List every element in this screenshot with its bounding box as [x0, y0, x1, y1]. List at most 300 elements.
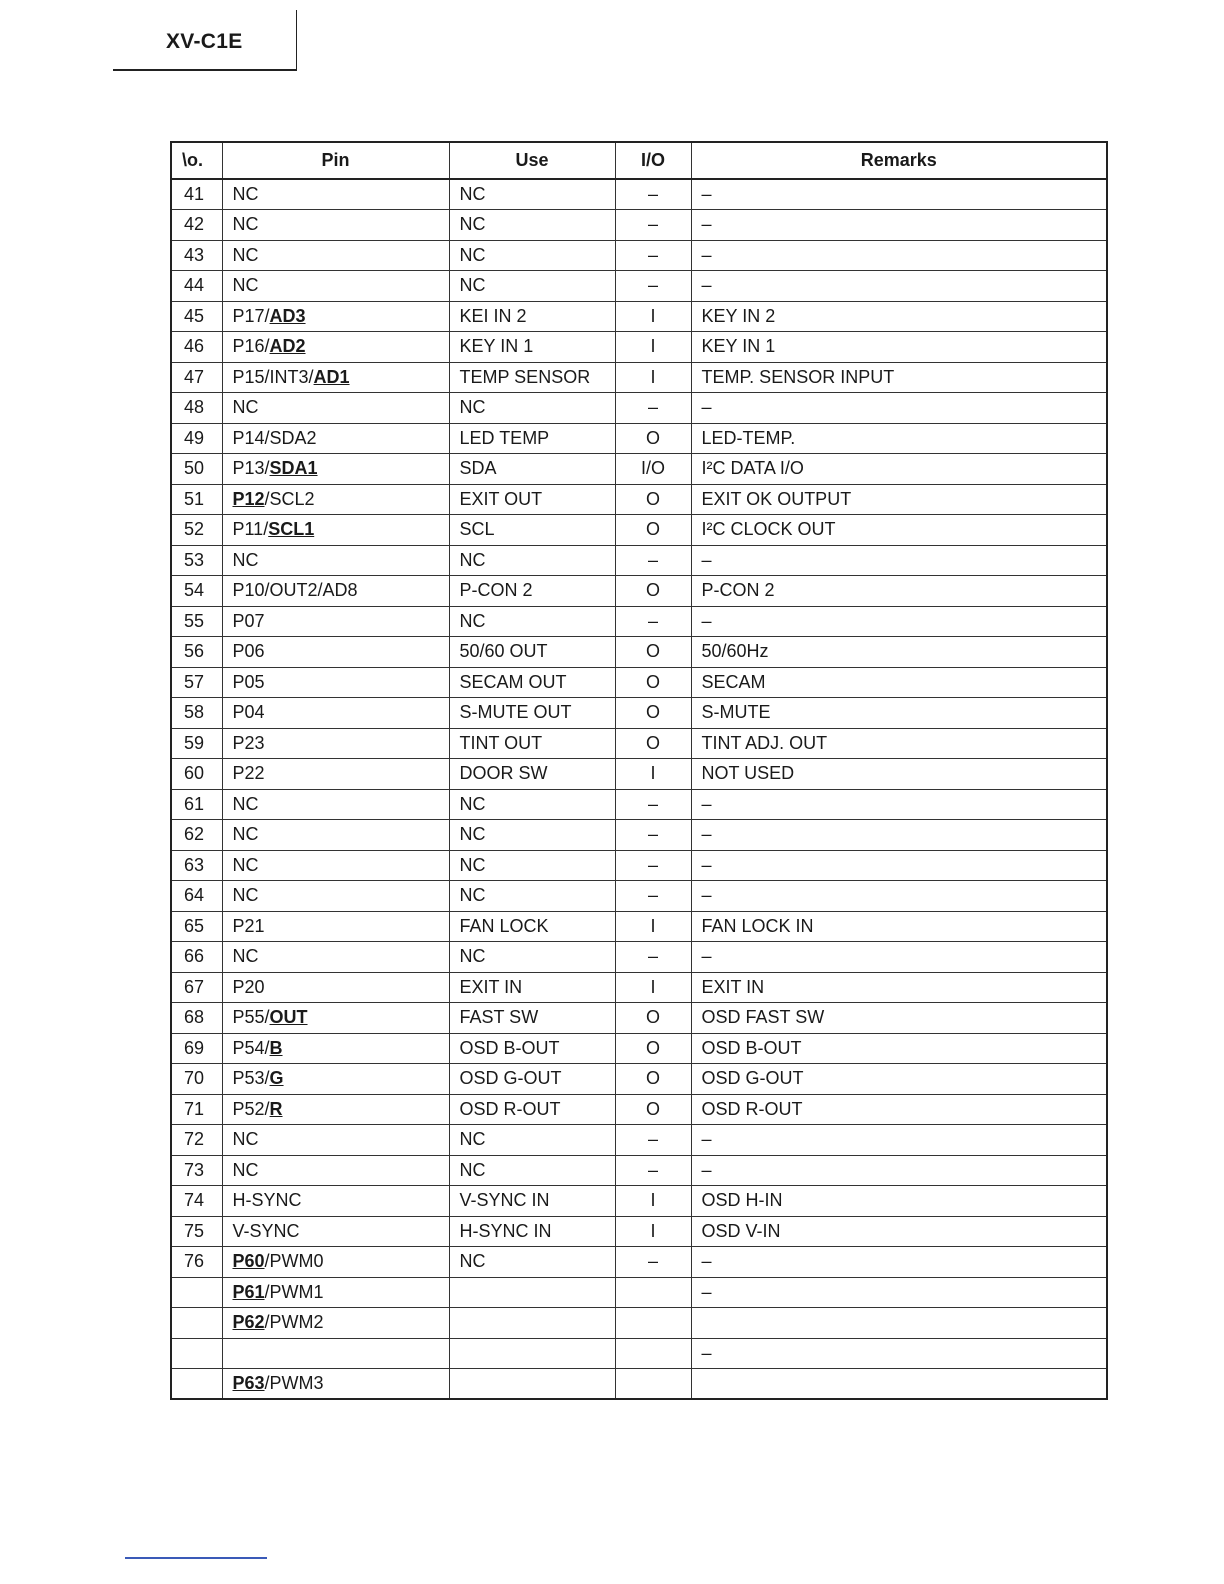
pin-name-suffix: /PWM3: [264, 1373, 324, 1393]
pin-remarks-cell: FAN LOCK IN: [691, 911, 1107, 942]
pin-name-cell: [222, 1216, 449, 1247]
pin-number-cell: 65: [171, 911, 222, 942]
pin-use-cell: NC: [449, 1125, 615, 1156]
pin-name-text: NC: [232, 1159, 259, 1180]
table-row: [171, 210, 1107, 241]
pin-use-cell: [449, 1308, 615, 1339]
pin-remarks-cell: –: [691, 545, 1107, 576]
pin-number-cell: 69: [171, 1033, 222, 1064]
pin-io-cell: –: [615, 881, 691, 912]
model-title: XV-C1E: [166, 30, 243, 53]
pin-name-cell: [222, 1125, 449, 1156]
header-rule: [113, 69, 297, 71]
table-row: [171, 1155, 1107, 1186]
pin-number-cell: 51: [171, 484, 222, 515]
table-row: [171, 728, 1107, 759]
pin-io-cell: I: [615, 759, 691, 790]
pin-name-text: NC: [232, 184, 259, 204]
table-row: [171, 972, 1107, 1003]
pin-io-cell: –: [615, 271, 691, 302]
table-row: [171, 362, 1107, 393]
pin-remarks-cell: –: [691, 789, 1107, 820]
pin-name-text: NC: [232, 854, 259, 875]
pin-io-cell: O: [615, 667, 691, 698]
pin-name-cell: [222, 1094, 449, 1125]
pin-io-cell: –: [615, 393, 691, 424]
pin-name-suffix: /PWM2: [264, 1312, 324, 1333]
pin-number-cell: 44: [171, 271, 222, 302]
pin-name-text: P15/INT3/: [232, 366, 314, 387]
pin-number-cell: 55: [171, 606, 222, 637]
pin-name-text: P04: [232, 702, 265, 723]
pin-remarks-cell: –: [691, 1277, 1107, 1308]
col-header-remarks: Remarks: [691, 142, 1107, 179]
pin-name-text: P22: [232, 763, 265, 784]
pin-name-cell: [222, 423, 449, 454]
pin-number-cell: 62: [171, 820, 222, 851]
pin-name-cell: [222, 1003, 449, 1034]
pin-number-cell: 45: [171, 301, 222, 332]
pin-io-cell: –: [615, 942, 691, 973]
footer-rule: [125, 1557, 267, 1559]
pin-remarks-cell: KEY IN 2: [691, 301, 1107, 332]
pin-function-highlight: R: [269, 1098, 283, 1119]
pin-name-cell: [222, 1338, 449, 1369]
pin-io-cell: O: [615, 1033, 691, 1064]
table-row: [171, 942, 1107, 973]
pin-io-cell: O: [615, 423, 691, 454]
pin-remarks-cell: OSD G-OUT: [691, 1064, 1107, 1095]
pin-number-cell: 57: [171, 667, 222, 698]
pin-use-cell: NC: [449, 606, 615, 637]
pin-name-cell: [222, 515, 449, 546]
pin-remarks-cell: EXIT IN: [691, 972, 1107, 1003]
pin-number-cell: 67: [171, 972, 222, 1003]
pin-use-cell: DOOR SW: [449, 759, 615, 790]
table-row: [171, 820, 1107, 851]
pin-number-cell: [171, 1338, 222, 1369]
table-header-row: [171, 142, 1107, 179]
table-row: [171, 1277, 1107, 1308]
pin-name-cell: [222, 545, 449, 576]
pin-name-text: P16/: [232, 336, 270, 357]
table-row: [171, 332, 1107, 363]
pin-use-cell: FAN LOCK: [449, 911, 615, 942]
pin-name-cell: [222, 576, 449, 607]
pin-use-cell: NC: [449, 179, 615, 210]
pin-remarks-cell: –: [691, 1338, 1107, 1369]
pin-remarks-cell: SECAM: [691, 667, 1107, 698]
table-row: [171, 759, 1107, 790]
pin-remarks-cell: –: [691, 393, 1107, 424]
pin-remarks-cell: NOT USED: [691, 759, 1107, 790]
table-row: [171, 667, 1107, 698]
pin-name-cell: [222, 850, 449, 881]
pin-remarks-cell: OSD R-OUT: [691, 1094, 1107, 1125]
pin-name-cell: [222, 942, 449, 973]
pin-use-cell: OSD G-OUT: [449, 1064, 615, 1095]
pin-name-text: NC: [232, 1129, 259, 1150]
pin-name-cell: [222, 1186, 449, 1217]
pin-number-cell: 48: [171, 393, 222, 424]
pin-name-text: NC: [232, 793, 259, 814]
pin-number-cell: 42: [171, 210, 222, 241]
pin-name-cell: [222, 332, 449, 363]
pin-number-cell: 56: [171, 637, 222, 668]
table-row: [171, 606, 1107, 637]
pin-number-cell: 47: [171, 362, 222, 393]
pin-io-cell: O: [615, 576, 691, 607]
pin-number-cell: 61: [171, 789, 222, 820]
pin-remarks-cell: –: [691, 1247, 1107, 1278]
pin-name-cell: [222, 911, 449, 942]
pin-io-cell: I: [615, 911, 691, 942]
table-row: [171, 1247, 1107, 1278]
pin-name-text: P07: [232, 610, 265, 631]
pin-name-text: NC: [232, 275, 259, 296]
pin-remarks-cell: –: [691, 850, 1107, 881]
pin-remarks-cell: –: [691, 271, 1107, 302]
pin-number-cell: 49: [171, 423, 222, 454]
pin-io-cell: O: [615, 1094, 691, 1125]
pin-number-cell: 41: [171, 179, 222, 210]
pin-number-cell: 54: [171, 576, 222, 607]
pin-number-cell: 58: [171, 698, 222, 729]
table-row: [171, 1003, 1107, 1034]
pin-name-cell: [222, 179, 449, 210]
pin-remarks-cell: [691, 1369, 1107, 1400]
pin-function-highlight: AD1: [313, 366, 350, 387]
pin-use-cell: NC: [449, 393, 615, 424]
pin-io-cell: O: [615, 728, 691, 759]
pin-function-highlight: P60: [232, 1251, 265, 1272]
pin-name-text: NC: [232, 549, 259, 570]
pin-use-cell: NC: [449, 789, 615, 820]
col-header-no: \o.: [171, 142, 222, 179]
pin-name-text: P55/: [232, 1007, 270, 1028]
pin-io-cell: –: [615, 1155, 691, 1186]
pin-use-cell: NC: [449, 942, 615, 973]
pin-name-text: P53/: [232, 1068, 270, 1089]
pin-remarks-cell: OSD B-OUT: [691, 1033, 1107, 1064]
pin-table: [170, 141, 1108, 1400]
pin-name-cell: [222, 1277, 449, 1308]
pin-io-cell: –: [615, 545, 691, 576]
pin-use-cell: TEMP SENSOR: [449, 362, 615, 393]
pin-name-cell: [222, 1369, 449, 1400]
pin-remarks-cell: OSD V-IN: [691, 1216, 1107, 1247]
pin-remarks-cell: KEY IN 1: [691, 332, 1107, 363]
pin-name-text: P54/: [232, 1037, 270, 1058]
pin-number-cell: 70: [171, 1064, 222, 1095]
table-row: [171, 850, 1107, 881]
pin-remarks-cell: –: [691, 606, 1107, 637]
pin-use-cell: [449, 1338, 615, 1369]
pin-name-text: H-SYNC: [232, 1190, 302, 1211]
pin-number-cell: 60: [171, 759, 222, 790]
pin-name-cell: [222, 759, 449, 790]
pin-number-cell: 74: [171, 1186, 222, 1217]
table-body: [171, 179, 1107, 1399]
pin-remarks-cell: I²C DATA I/O: [691, 454, 1107, 485]
pin-name-suffix: /PWM0: [264, 1251, 324, 1272]
pin-io-cell: [615, 1308, 691, 1339]
table-row: [171, 240, 1107, 271]
pin-name-cell: [222, 820, 449, 851]
pin-use-cell: NC: [449, 1247, 615, 1278]
pin-name-cell: [222, 240, 449, 271]
pin-number-cell: 75: [171, 1216, 222, 1247]
pin-name-text: P10/OUT2/AD8: [232, 580, 358, 601]
table-row: [171, 393, 1107, 424]
pin-io-cell: I: [615, 301, 691, 332]
pin-name-text: P17/: [232, 305, 270, 326]
pin-remarks-cell: OSD H-IN: [691, 1186, 1107, 1217]
pin-function-highlight: G: [269, 1068, 284, 1089]
pin-number-cell: 43: [171, 240, 222, 271]
table-row: [171, 1125, 1107, 1156]
pin-number-cell: 50: [171, 454, 222, 485]
pin-use-cell: NC: [449, 881, 615, 912]
pin-io-cell: O: [615, 515, 691, 546]
pin-io-cell: –: [615, 820, 691, 851]
table-row: [171, 881, 1107, 912]
pin-remarks-cell: –: [691, 881, 1107, 912]
pin-name-cell: [222, 728, 449, 759]
pin-remarks-cell: P-CON 2: [691, 576, 1107, 607]
pin-name-cell: [222, 484, 449, 515]
pin-number-cell: 66: [171, 942, 222, 973]
pin-use-cell: SDA: [449, 454, 615, 485]
table-row: [171, 576, 1107, 607]
col-header-pin: Pin: [222, 142, 449, 179]
pin-name-text: NC: [232, 397, 259, 418]
pin-name-text: NC: [232, 214, 259, 235]
table-row: [171, 1094, 1107, 1125]
pin-use-cell: NC: [449, 271, 615, 302]
table-row: [171, 1186, 1107, 1217]
pin-use-cell: EXIT OUT: [449, 484, 615, 515]
pin-remarks-cell: LED-TEMP.: [691, 423, 1107, 454]
pin-io-cell: O: [615, 1064, 691, 1095]
pin-name-cell: [222, 1033, 449, 1064]
pin-name-cell: [222, 606, 449, 637]
pin-io-cell: –: [615, 210, 691, 241]
pin-use-cell: 50/60 OUT: [449, 637, 615, 668]
table-row: [171, 1064, 1107, 1095]
pin-remarks-cell: TINT ADJ. OUT: [691, 728, 1107, 759]
pin-number-cell: 63: [171, 850, 222, 881]
pin-name-cell: [222, 393, 449, 424]
pin-io-cell: I: [615, 362, 691, 393]
model-header-box: [0, 10, 297, 70]
table-row: [171, 637, 1107, 668]
pin-remarks-cell: S-MUTE: [691, 698, 1107, 729]
pin-use-cell: H-SYNC IN: [449, 1216, 615, 1247]
pin-remarks-cell: –: [691, 210, 1107, 241]
pin-remarks-cell: 50/60Hz: [691, 637, 1107, 668]
pin-io-cell: [615, 1338, 691, 1369]
pin-name-text: NC: [232, 824, 259, 845]
pin-use-cell: [449, 1369, 615, 1400]
pin-number-cell: [171, 1308, 222, 1339]
pin-name-cell: [222, 1064, 449, 1095]
pin-function-highlight: B: [269, 1037, 283, 1058]
pin-use-cell: [449, 1277, 615, 1308]
table-row: [171, 484, 1107, 515]
pin-name-cell: [222, 454, 449, 485]
table-row: [171, 1308, 1107, 1339]
pin-name-cell: [222, 1155, 449, 1186]
pin-io-cell: [615, 1369, 691, 1400]
pin-remarks-cell: [691, 1308, 1107, 1339]
pin-name-suffix: /PWM1: [264, 1281, 324, 1302]
pin-io-cell: O: [615, 1003, 691, 1034]
pin-use-cell: FAST SW: [449, 1003, 615, 1034]
table-row: [171, 423, 1107, 454]
pin-use-cell: NC: [449, 820, 615, 851]
pin-number-cell: [171, 1369, 222, 1400]
pin-use-cell: NC: [449, 545, 615, 576]
pin-number-cell: 59: [171, 728, 222, 759]
pin-name-cell: [222, 637, 449, 668]
pin-use-cell: TINT OUT: [449, 728, 615, 759]
pin-remarks-cell: I²C CLOCK OUT: [691, 515, 1107, 546]
pin-function-highlight: P61: [232, 1281, 265, 1302]
pin-io-cell: O: [615, 637, 691, 668]
pin-name-text: P13/: [232, 458, 270, 479]
pin-use-cell: KEI IN 2: [449, 301, 615, 332]
pin-remarks-cell: –: [691, 179, 1107, 210]
pin-remarks-cell: OSD FAST SW: [691, 1003, 1107, 1034]
pin-io-cell: [615, 1277, 691, 1308]
table-row: [171, 1338, 1107, 1369]
table-row: [171, 271, 1107, 302]
pin-io-cell: –: [615, 240, 691, 271]
pin-remarks-cell: –: [691, 820, 1107, 851]
table-row: [171, 1216, 1107, 1247]
pin-io-cell: –: [615, 1247, 691, 1278]
pin-function-highlight: AD3: [269, 305, 306, 326]
pin-name-text: NC: [232, 946, 259, 967]
pin-name-text: NC: [232, 244, 259, 265]
pin-name-text: P05: [232, 671, 265, 692]
table-row: [171, 789, 1107, 820]
pin-function-highlight: AD2: [269, 336, 306, 357]
pin-remarks-cell: EXIT OK OUTPUT: [691, 484, 1107, 515]
pin-use-cell: NC: [449, 240, 615, 271]
pin-number-cell: 73: [171, 1155, 222, 1186]
pin-name-text: P21: [232, 915, 265, 936]
pin-use-cell: KEY IN 1: [449, 332, 615, 363]
pin-name-cell: [222, 789, 449, 820]
col-header-io: I/O: [615, 142, 691, 179]
pin-name-cell: [222, 881, 449, 912]
pin-function-highlight: P63: [232, 1373, 265, 1393]
table-row: [171, 1033, 1107, 1064]
pin-remarks-cell: –: [691, 942, 1107, 973]
pin-function-highlight: SCL1: [268, 519, 315, 540]
pin-use-cell: NC: [449, 1155, 615, 1186]
pin-name-text: P20: [232, 976, 265, 997]
pin-name-text: P06: [232, 641, 265, 662]
pin-number-cell: 68: [171, 1003, 222, 1034]
pin-name-text: P14/SDA2: [232, 427, 317, 448]
pin-io-cell: –: [615, 850, 691, 881]
table-row: [171, 301, 1107, 332]
table-row: [171, 545, 1107, 576]
pin-number-cell: 53: [171, 545, 222, 576]
pin-io-cell: –: [615, 1125, 691, 1156]
table-row: [171, 698, 1107, 729]
pin-name-text: P52/: [232, 1098, 270, 1119]
pin-name-cell: [222, 271, 449, 302]
table-row: [171, 911, 1107, 942]
pin-number-cell: 76: [171, 1247, 222, 1278]
pin-function-highlight: OUT: [269, 1007, 308, 1028]
pin-io-cell: I: [615, 1186, 691, 1217]
pin-function-highlight: SDA1: [269, 458, 318, 479]
pin-name-cell: [222, 301, 449, 332]
pin-io-cell: O: [615, 484, 691, 515]
table-row: [171, 179, 1107, 210]
pin-use-cell: LED TEMP: [449, 423, 615, 454]
pin-name-text: P11/: [232, 519, 269, 540]
pin-use-cell: SCL: [449, 515, 615, 546]
pin-use-cell: SECAM OUT: [449, 667, 615, 698]
pin-number-cell: 72: [171, 1125, 222, 1156]
pin-name-text: V-SYNC: [232, 1220, 300, 1241]
pin-number-cell: 46: [171, 332, 222, 363]
pin-name-cell: [222, 972, 449, 1003]
table-row: [171, 454, 1107, 485]
pin-function-highlight: P12: [232, 488, 265, 509]
pin-function-highlight: P62: [232, 1312, 265, 1333]
pin-name-text: P23: [232, 732, 265, 753]
pin-remarks-cell: –: [691, 240, 1107, 271]
pin-io-cell: I: [615, 332, 691, 363]
pin-io-cell: –: [615, 606, 691, 637]
pin-use-cell: NC: [449, 850, 615, 881]
pin-name-cell: [222, 210, 449, 241]
pin-remarks-cell: TEMP. SENSOR INPUT: [691, 362, 1107, 393]
pin-number-cell: 52: [171, 515, 222, 546]
pin-table-container: [170, 141, 1106, 1400]
pin-io-cell: I: [615, 1216, 691, 1247]
pin-use-cell: P-CON 2: [449, 576, 615, 607]
pin-number-cell: 71: [171, 1094, 222, 1125]
pin-name-text: NC: [232, 885, 259, 906]
pin-io-cell: –: [615, 179, 691, 210]
pin-name-cell: [222, 698, 449, 729]
table-row: [171, 1369, 1107, 1400]
pin-use-cell: V-SYNC IN: [449, 1186, 615, 1217]
pin-name-cell: [222, 667, 449, 698]
pin-use-cell: S-MUTE OUT: [449, 698, 615, 729]
col-header-use: Use: [449, 142, 615, 179]
pin-use-cell: NC: [449, 210, 615, 241]
pin-use-cell: EXIT IN: [449, 972, 615, 1003]
pin-name-cell: [222, 1247, 449, 1278]
pin-name-suffix: /SCL2: [264, 488, 315, 509]
pin-name-cell: [222, 1308, 449, 1339]
pin-name-cell: [222, 362, 449, 393]
pin-number-cell: [171, 1277, 222, 1308]
pin-io-cell: –: [615, 789, 691, 820]
pin-remarks-cell: –: [691, 1125, 1107, 1156]
pin-io-cell: I/O: [615, 454, 691, 485]
pin-remarks-cell: –: [691, 1155, 1107, 1186]
